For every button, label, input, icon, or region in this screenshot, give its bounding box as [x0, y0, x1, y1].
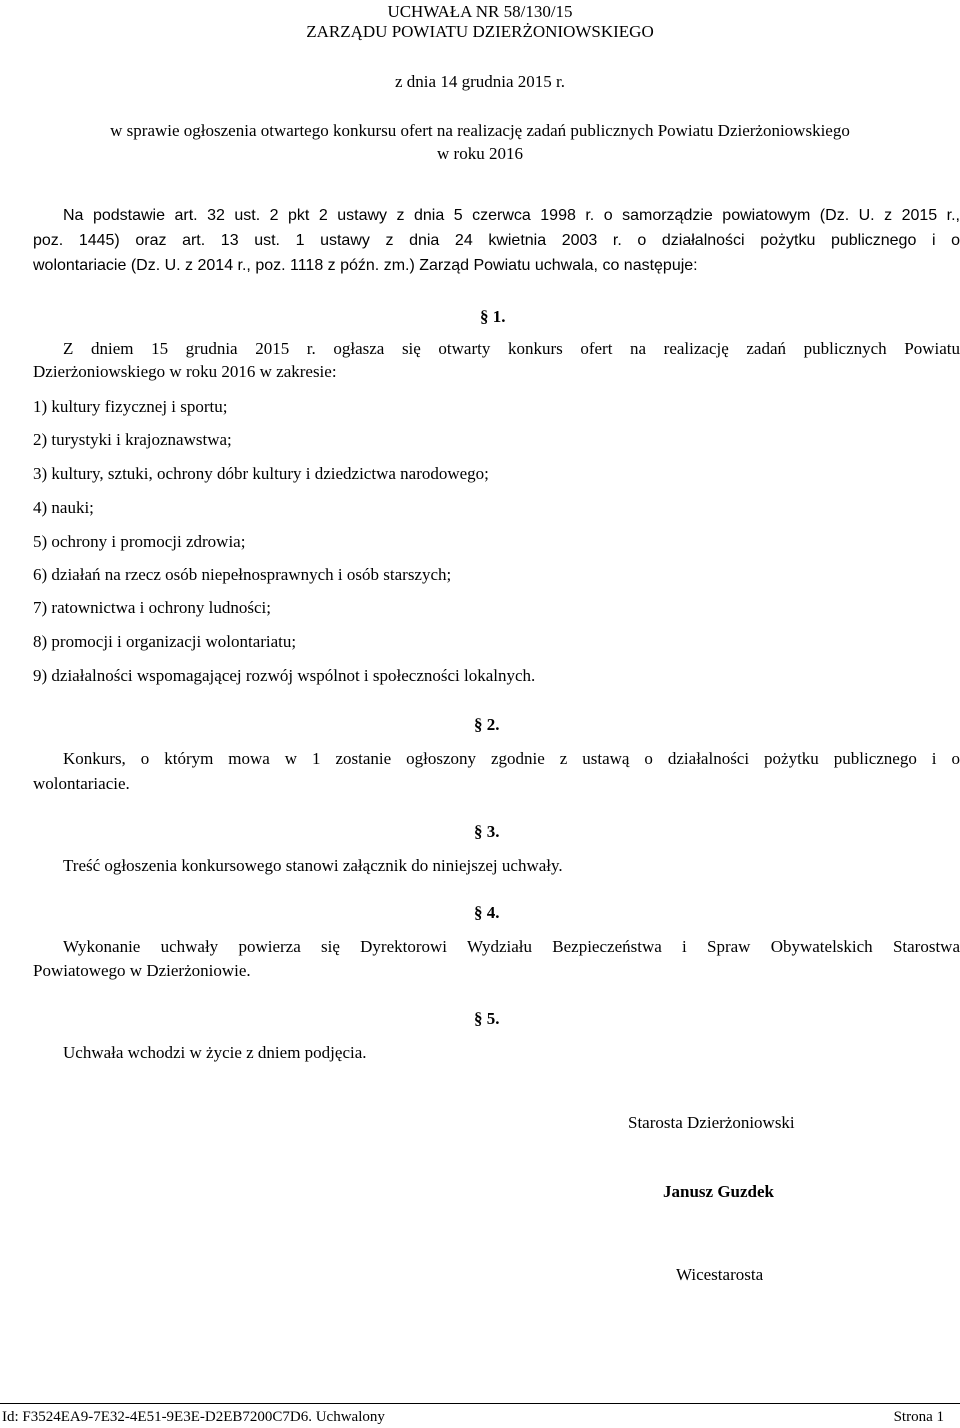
list-item: 5) ochrony i promocji zdrowia;	[33, 532, 246, 551]
footer-divider	[0, 1403, 960, 1404]
list-item: 1) kultury fizycznej i sportu;	[33, 397, 228, 416]
paragraph-number: 4.	[486, 903, 500, 922]
list-item: 7) ratownictwa i ochrony ludności;	[33, 598, 271, 617]
list-item: 6) działań na rzecz osób niepełnosprawnych i osób starszych;	[33, 565, 452, 584]
paragraph-1-line2: Dzierżoniowskiego w roku 2016 w zakresie:	[33, 362, 337, 381]
paragraph-4-line2: Powiatowego w Dzierżoniowie.	[33, 961, 251, 980]
deputy-role: Wicestarosta	[676, 1265, 764, 1284]
section-sign-icon: §	[480, 307, 489, 326]
paragraph-5-heading	[474, 1009, 500, 1029]
paragraph-3-line1: Treść ogłoszenia konkursowego stanowi załącznik do niniejszej uchwały.	[63, 856, 563, 875]
document-date: z dnia 14 grudnia 2015 r.	[395, 72, 565, 91]
signatory-name: Janusz Guzdek	[663, 1182, 774, 1201]
paragraph-2-line1	[63, 749, 960, 769]
signatory-role: Starosta Dzierżoniowski	[628, 1113, 795, 1132]
preamble-line3: wolontariacie (Dz. U. z 2014 r., poz. 1118 z późn. zm.) Zarząd Powiatu uchwala, co następuje:	[33, 257, 698, 274]
paragraph-number: 5.	[486, 1009, 500, 1028]
paragraph-number: 1.	[492, 307, 506, 326]
list-item: 9) działalności wspomagającej rozwój wspólnot i społeczności lokalnych.	[33, 666, 536, 685]
section-sign-icon: §	[474, 715, 483, 734]
footer-page-number: Strona 1	[893, 1409, 944, 1425]
paragraph-4-heading	[474, 903, 500, 923]
paragraph-1-heading	[480, 307, 506, 327]
list-item: 3) kultury, sztuki, ochrony dóbr kultury i dziedzictwa narodowego;	[33, 464, 489, 483]
paragraph-2-line2: wolontariacie.	[33, 774, 130, 793]
document-subject-line2: w roku 2016	[437, 144, 523, 163]
document-title-line2: ZARZĄDU POWIATU DZIERŻONIOWSKIEGO	[306, 22, 654, 41]
paragraph-number: 3.	[486, 822, 500, 841]
paragraph-3-heading	[474, 822, 500, 842]
paragraph-5-line1: Uchwała wchodzi w życie z dniem podjęcia.	[63, 1043, 367, 1062]
document-subject-line1: w sprawie ogłoszenia otwartego konkursu ofert na realizację zadań publicznych Powiatu Dzierżoniowskiego	[110, 121, 850, 140]
preamble-line2: poz. 1445) oraz art. 13 ust. 1 ustawy z dnia 24 kwietnia 2003 r. o działalności pożytku publicznego i o	[33, 232, 960, 249]
section-sign-icon: §	[474, 822, 483, 841]
list-item: 4) nauki;	[33, 498, 94, 517]
paragraph-2-heading	[474, 715, 500, 735]
preamble-line1: Na podstawie art. 32 ust. 2 pkt 2 ustawy z dnia 5 czerwca 1998 r. o samorządzie powiatowym (Dz. U. z 2015 r.,	[63, 207, 960, 224]
paragraph-2-text: Konkurs, o którym mowa w 1 zostanie ogłoszony zgodnie z ustawą o działalności pożytku publicznego i o	[63, 749, 960, 768]
paragraph-number: 2.	[486, 715, 500, 734]
footer-document-id: Id: F3524EA9-7E32-4E51-9E3E-D2EB7200C7D6. Uchwalony	[2, 1409, 385, 1425]
paragraph-1-line1: Z dniem 15 grudnia 2015 r. ogłasza się otwarty konkurs ofert na realizację zadań publicznych Powiatu	[63, 339, 960, 358]
section-sign-icon: §	[474, 903, 483, 922]
list-item: 8) promocji i organizacji wolontariatu;	[33, 632, 297, 651]
list-item: 2) turystyki i krajoznawstwa;	[33, 430, 232, 449]
paragraph-4-line1: Wykonanie uchwały powierza się Dyrektorowi Wydziału Bezpieczeństwa i Spraw Obywatelskich Starostwa	[63, 937, 960, 956]
section-sign-icon: §	[474, 1009, 483, 1028]
document-title-line1: UCHWAŁA NR 58/130/15	[387, 2, 573, 21]
